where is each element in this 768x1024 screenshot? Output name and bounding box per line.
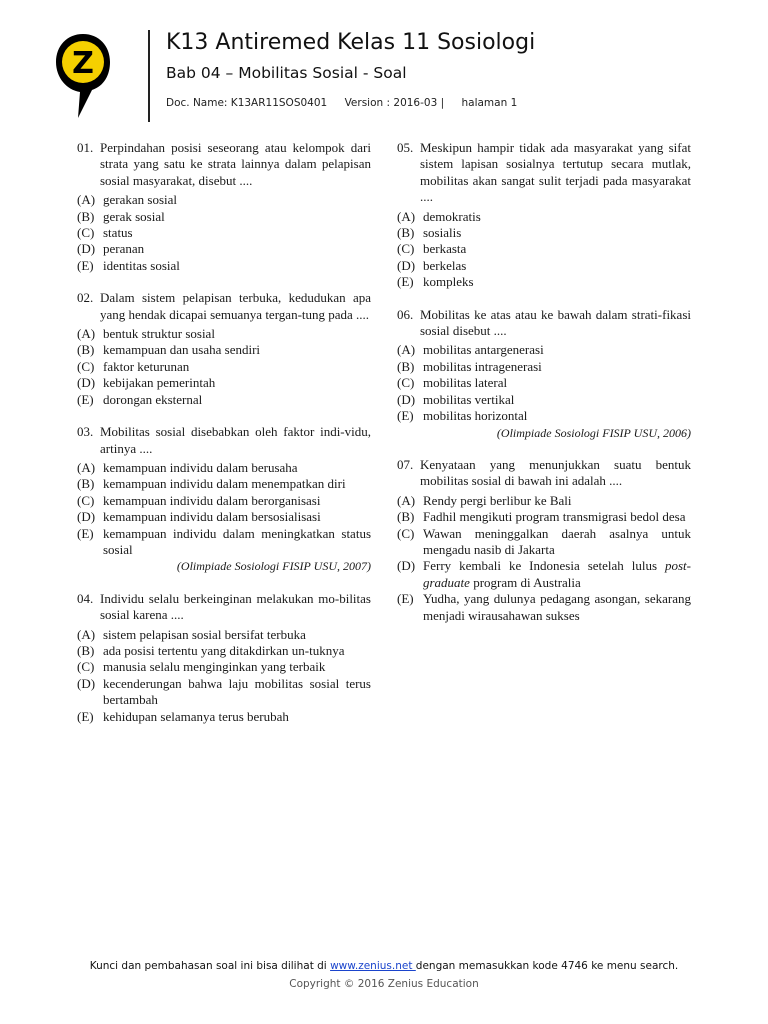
question-text: Perpindahan posisi seseorang atau kelompok dari strata yang satu ke strata lainnya dalam pelapisan sosial masyarakat, disebut .... xyxy=(100,140,371,188)
option-text: mobilitas vertikal xyxy=(423,391,515,407)
option-label: (E) xyxy=(397,274,414,290)
option-text: manusia selalu menginginkan yang terbaik xyxy=(103,659,326,675)
option-text: berkelas xyxy=(423,257,467,273)
option xyxy=(397,359,691,375)
question-text: Mobilitas ke atas atau ke bawah dalam strati-fikasi sosial disebut .... xyxy=(420,306,691,339)
question-text: Meskipun hampir tidak ada masyarakat yang sifat sistem lapisan sosialnya tertutup secara mutlak, mobilitas akan sangat sulit terjadi pada masyarakat .... xyxy=(420,140,691,205)
option-text: berkasta xyxy=(423,241,467,257)
option-text: Yudha, yang dulunya pedagang asongan, sekarang menjadi wirausahawan sukses xyxy=(423,591,691,623)
option-label: (C) xyxy=(397,241,415,257)
option xyxy=(77,709,371,725)
option-text xyxy=(423,558,691,591)
question-text: Kenyataan yang menunjukkan suatu bentuk mobilitas sosial di bawah ini adalah .... xyxy=(420,456,691,489)
option-label: (B) xyxy=(77,476,95,492)
option xyxy=(397,558,691,591)
question-number: 03. xyxy=(77,424,94,440)
option-label: (C) xyxy=(77,659,95,675)
option-text-post: program di Australia xyxy=(469,574,581,590)
question-number: 06. xyxy=(397,306,414,322)
footer-text-post: dengan memasukkan kode 4746 ke menu search. xyxy=(415,960,679,972)
option-text: dorongan eksternal xyxy=(103,391,203,407)
option xyxy=(397,241,691,257)
option-text: faktor keturunan xyxy=(103,358,190,374)
question-text: Individu selalu berkeinginan melakukan mo-bilitas sosial karena .... xyxy=(100,590,371,623)
page-number: halaman 1 xyxy=(461,97,518,109)
option-text: sistem pelapisan sosial bersifat terbuka xyxy=(103,626,306,642)
question-source: (Olimpiade Sosiologi FISIP USU, 2006) xyxy=(496,425,691,440)
option-label: (D) xyxy=(397,257,416,273)
doc-name: Doc. Name: K13AR11SOS0401 xyxy=(166,97,328,109)
option xyxy=(77,460,371,476)
copyright: Copyright © 2016 Zenius Education xyxy=(289,978,479,990)
footer-text-pre: Kunci dan pembahasan soal ini bisa dilihat di xyxy=(89,960,331,972)
option-text: mobilitas lateral xyxy=(423,375,508,391)
question-number: 04. xyxy=(77,590,94,606)
option xyxy=(77,225,371,241)
option-text: kemampuan individu dalam berorganisasi xyxy=(103,492,321,508)
option-text: mobilitas antargenerasi xyxy=(423,342,544,358)
option xyxy=(397,392,691,408)
option xyxy=(397,274,691,290)
option-label: (D) xyxy=(77,375,96,391)
option xyxy=(77,258,371,274)
option xyxy=(77,392,371,408)
option-label: (C) xyxy=(397,525,415,541)
option-text: kemampuan dan usaha sendiri xyxy=(103,342,261,358)
option xyxy=(77,375,371,391)
header-divider xyxy=(148,30,150,122)
option xyxy=(77,509,371,525)
option xyxy=(77,476,371,492)
doc-meta xyxy=(166,97,531,109)
option-text: kemampuan individu dalam menempatkan diri xyxy=(103,476,346,492)
option-text: ada posisi tertentu yang ditakdirkan un-tuknya xyxy=(103,642,345,658)
questions-right-column xyxy=(397,140,691,640)
option-text: demokratis xyxy=(423,208,481,224)
footer-note xyxy=(0,960,768,972)
option xyxy=(77,192,371,208)
question-06 xyxy=(397,307,691,441)
option-label: (A) xyxy=(77,192,96,208)
option-label: (E) xyxy=(77,257,94,273)
option-text: identitas sosial xyxy=(103,257,180,273)
option xyxy=(397,375,691,391)
option xyxy=(397,408,691,424)
option-label: (A) xyxy=(77,326,96,342)
option xyxy=(77,493,371,509)
option-label: (D) xyxy=(77,241,96,257)
option-label: (D) xyxy=(77,509,96,525)
page-title: K13 Antiremed Kelas 11 Sosiologi xyxy=(166,30,536,55)
page-subtitle: Bab 04 – Mobilitas Sosial - Soal xyxy=(166,64,407,82)
option-label: (A) xyxy=(397,342,416,358)
option-text: kemampuan individu dalam berusaha xyxy=(103,459,298,475)
option-text: Fadhil mengikuti program transmigrasi bedol desa xyxy=(423,509,686,525)
question-04 xyxy=(77,591,371,725)
question-text: Dalam sistem pelapisan terbuka, kedudukan apa yang hendak dicapai semuanya tergan-tung pada .... xyxy=(100,290,371,322)
question-source: (Olimpiade Sosiologi FISIP USU, 2007) xyxy=(176,559,371,574)
option-text: mobilitas horizontal xyxy=(423,408,528,424)
option-text: bentuk struktur sosial xyxy=(103,326,215,342)
option xyxy=(397,258,691,274)
option-text: sosialis xyxy=(423,225,462,241)
option-label: (C) xyxy=(77,225,95,241)
zenius-link[interactable]: www.zenius.net xyxy=(330,960,416,972)
option-text: gerakan sosial xyxy=(103,192,178,208)
question-text: Mobilitas sosial disebabkan oleh faktor indi-vidu, artinya .... xyxy=(100,424,371,456)
option-label: (E) xyxy=(77,525,94,541)
option-text: kemampuan individu dalam meningkatkan status sosial xyxy=(103,525,371,557)
option-label: (E) xyxy=(77,708,94,724)
option-text: kebijakan pemerintah xyxy=(103,375,216,391)
option xyxy=(77,342,371,358)
option-label: (B) xyxy=(77,642,95,658)
option-label: (C) xyxy=(397,375,415,391)
option xyxy=(77,326,371,342)
option-text-pre: Ferry kembali ke Indonesia setelah lulus xyxy=(423,558,665,574)
questions-left-column xyxy=(77,140,371,741)
question-03 xyxy=(77,424,371,575)
option xyxy=(77,643,371,659)
option xyxy=(397,493,691,509)
option xyxy=(397,209,691,225)
option xyxy=(77,627,371,643)
option-label: (A) xyxy=(397,208,416,224)
option-label: (A) xyxy=(77,626,96,642)
option-label: (E) xyxy=(397,591,414,607)
option-text: kehidupan selamanya terus berubah xyxy=(103,708,289,724)
option-text-emphasis: post-graduate xyxy=(423,558,691,590)
option-label: (E) xyxy=(397,408,414,424)
logo-icon xyxy=(54,32,112,120)
option xyxy=(397,526,691,559)
zenius-logo xyxy=(54,32,112,120)
option-text: Wawan meninggalkan daerah asalnya untuk mengadu nasib di Jakarta xyxy=(423,525,691,557)
option-text: mobilitas intragenerasi xyxy=(423,358,542,374)
option xyxy=(77,359,371,375)
option-text: kemampuan individu dalam bersosialisasi xyxy=(103,509,321,525)
option-label: (C) xyxy=(77,492,95,508)
question-07 xyxy=(397,457,691,624)
doc-version: Version : 2016-03 | xyxy=(344,97,445,109)
option-label: (A) xyxy=(77,459,96,475)
option-label: (A) xyxy=(397,492,416,508)
question-number: 02. xyxy=(77,290,94,306)
question-02 xyxy=(77,290,371,408)
option-label: (B) xyxy=(397,225,415,241)
option-label: (E) xyxy=(77,391,94,407)
option xyxy=(77,209,371,225)
option xyxy=(397,342,691,358)
option-label: (D) xyxy=(397,558,416,574)
option-text: status xyxy=(103,225,133,241)
option-text: gerak sosial xyxy=(103,208,165,224)
option-label: (D) xyxy=(397,391,416,407)
question-number: 01. xyxy=(77,140,94,155)
option-label: (B) xyxy=(397,358,415,374)
option-label: (C) xyxy=(77,358,95,374)
question-number: 07. xyxy=(397,456,414,472)
option xyxy=(397,591,691,624)
logo-letter: Z xyxy=(72,46,94,81)
option xyxy=(77,526,371,559)
option xyxy=(77,241,371,257)
question-01 xyxy=(77,140,371,274)
option-text: peranan xyxy=(103,241,145,257)
option-label: (B) xyxy=(77,342,95,358)
option xyxy=(397,509,691,525)
option xyxy=(77,659,371,675)
option-label: (B) xyxy=(77,208,95,224)
option-text: Rendy pergi berlibur ke Bali xyxy=(423,492,572,508)
option-text: kompleks xyxy=(423,274,474,290)
option-label: (D) xyxy=(77,675,96,691)
option xyxy=(77,676,371,709)
option-label: (B) xyxy=(397,509,415,525)
question-05 xyxy=(397,140,691,291)
question-number: 05. xyxy=(397,140,414,155)
option-text: kecenderungan bahwa laju mobilitas sosial terus bertambah xyxy=(103,675,371,708)
option xyxy=(397,225,691,241)
